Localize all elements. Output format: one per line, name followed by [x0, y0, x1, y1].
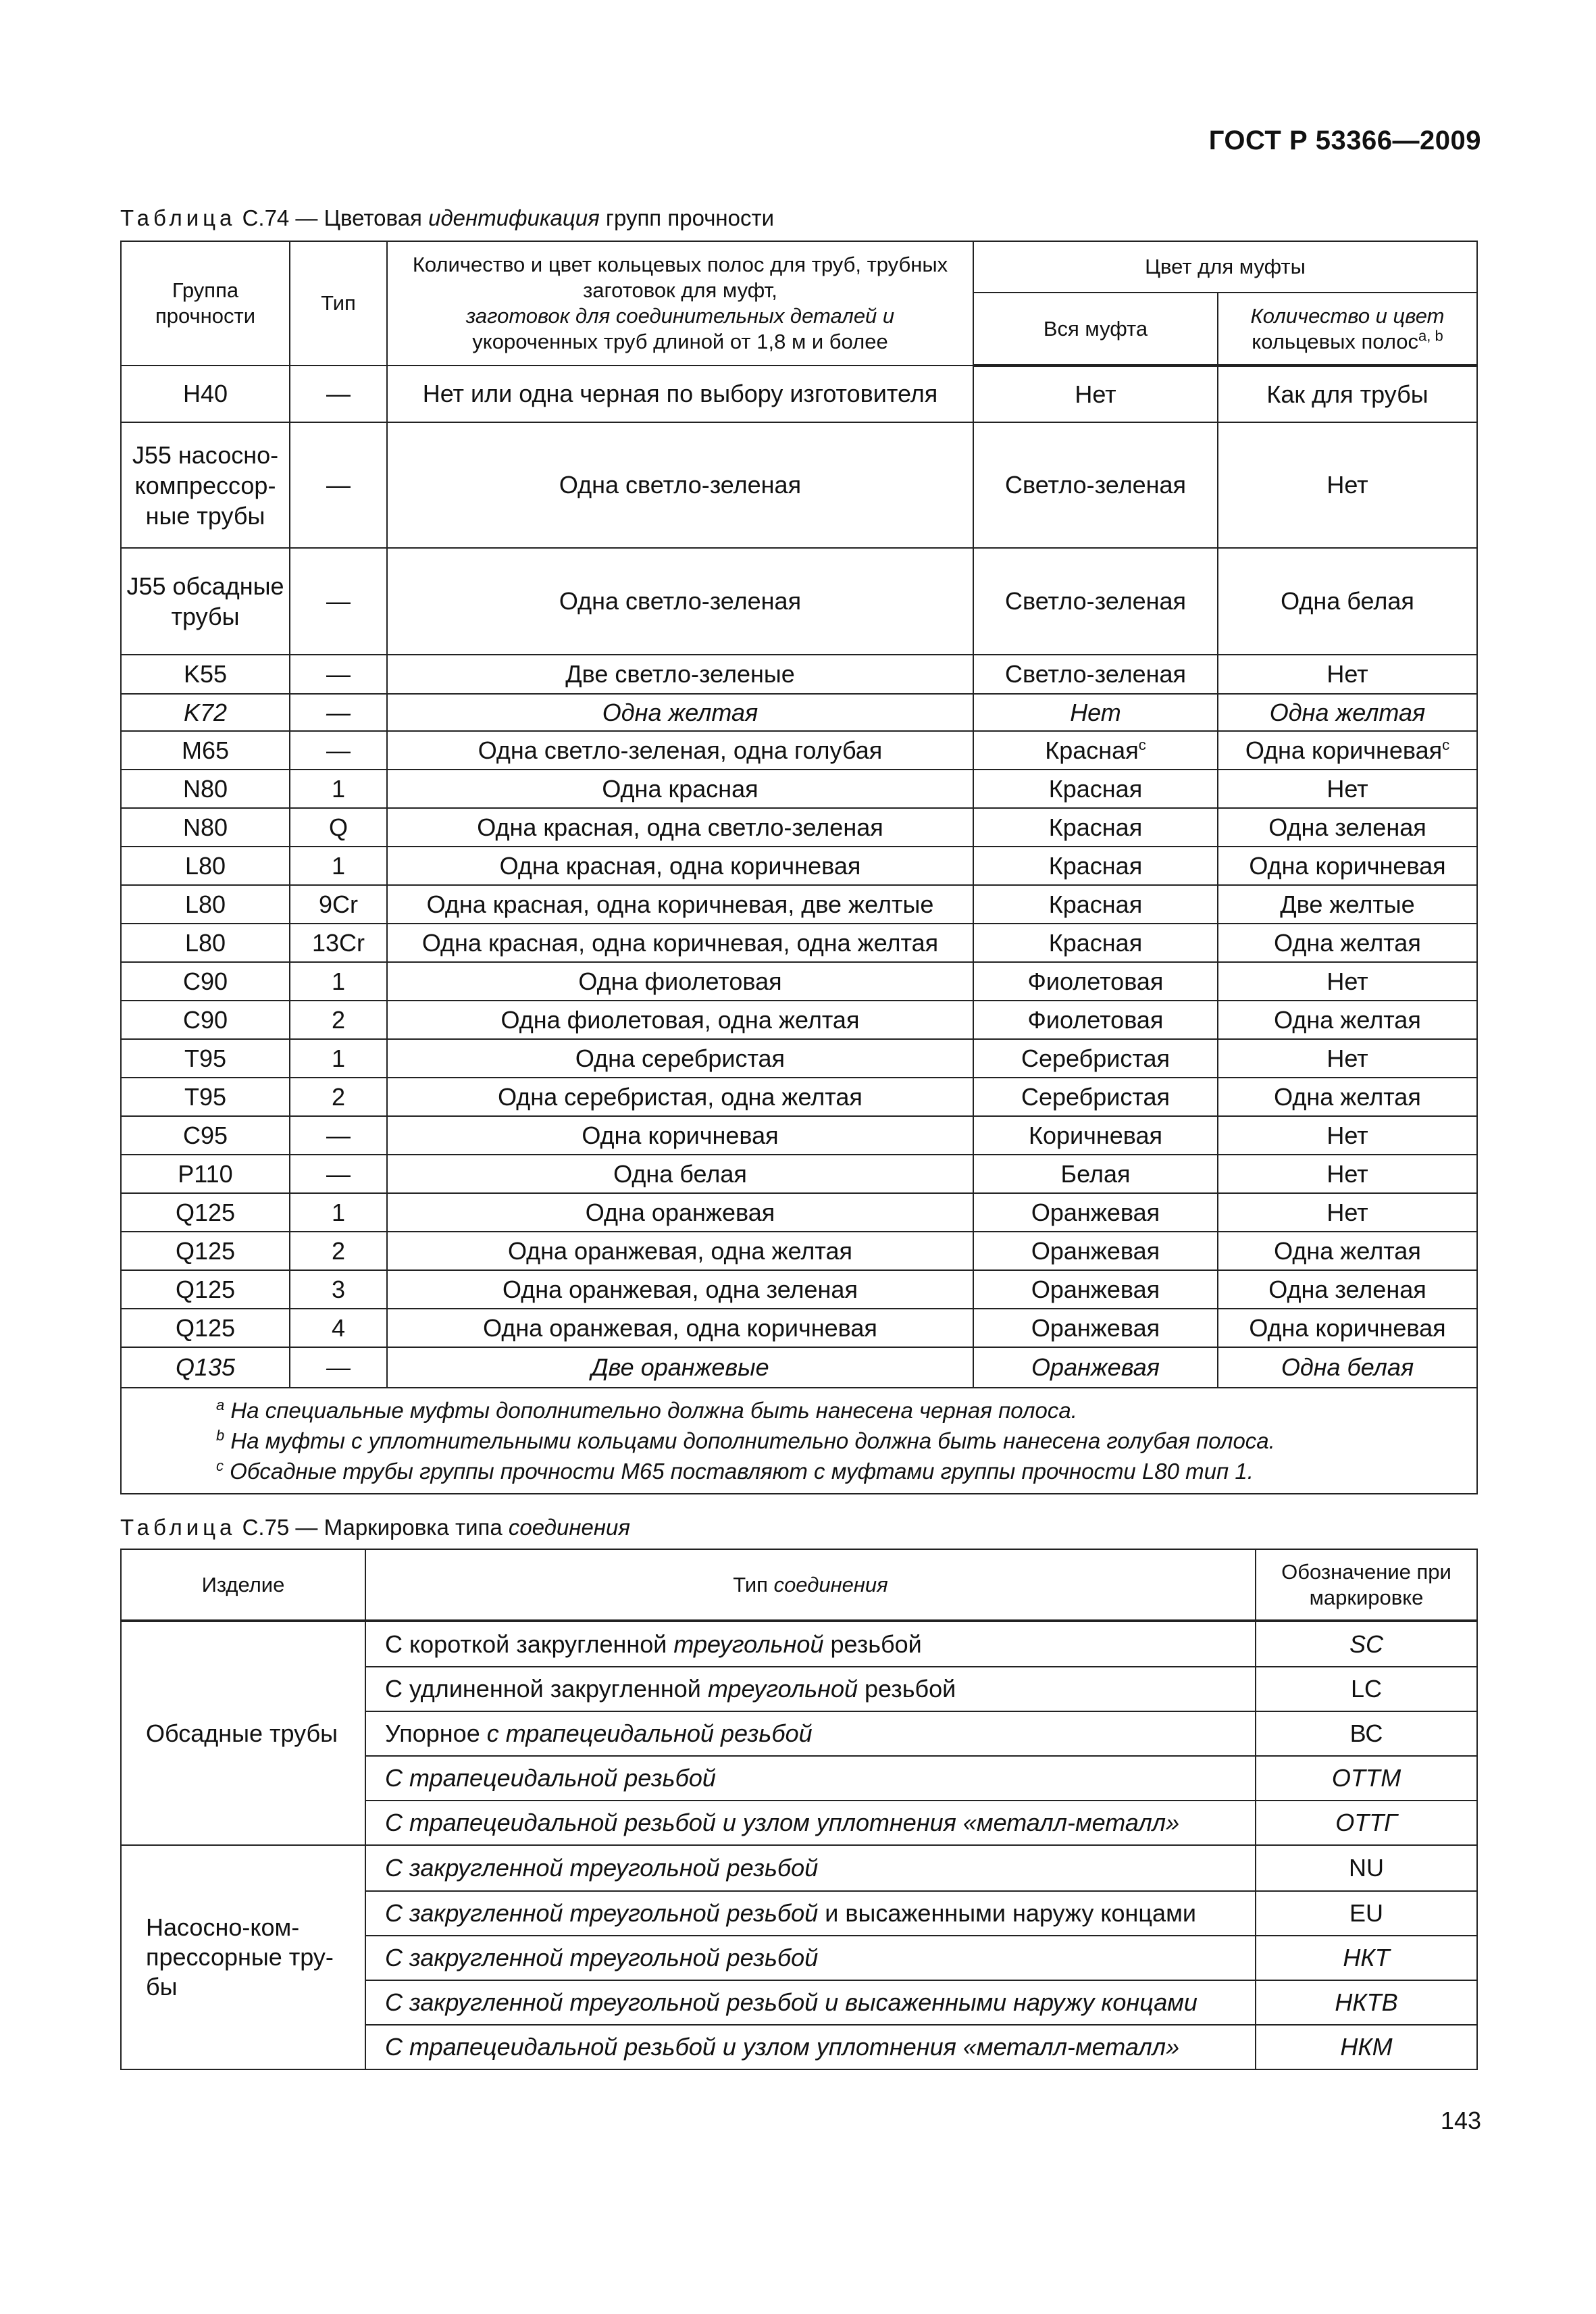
cell-type: —: [290, 366, 387, 422]
cell-marking: LC: [1256, 1667, 1477, 1711]
cell-stripes: Одна красная, одна коричневая, две желтые: [387, 885, 973, 924]
cell-group: Q125: [121, 1309, 290, 1347]
cell-whole-text: Светло-зеленая: [1004, 471, 1186, 499]
cell-group: Q135: [121, 1347, 290, 1388]
cell-rings-text: Нет: [1327, 1159, 1368, 1188]
cell-stripes: Одна красная, одна светло-зеленая: [387, 808, 973, 847]
cell-rings-text: Одна зеленая: [1268, 813, 1426, 841]
cell-group: С95: [121, 1116, 290, 1155]
cell-type: 2: [290, 1078, 387, 1116]
cell-group: L80: [121, 885, 290, 924]
conn-italic: треугольной: [673, 1630, 824, 1658]
conn-italic: с трапецеидальной резьбой: [486, 1719, 813, 1747]
head-conn-italic: соединения: [773, 1572, 888, 1596]
cell-whole: [973, 422, 1218, 548]
table-row: [121, 422, 1477, 548]
cell-type: Q: [290, 808, 387, 847]
cell-whole: [973, 548, 1218, 655]
cell-whole-text: Фиолетовая: [1027, 967, 1164, 995]
cell-group: Т95: [121, 1039, 290, 1078]
table-row: [121, 731, 1477, 770]
cell-type: 2: [290, 1232, 387, 1270]
group-label-line: Обсадные трубы: [146, 1719, 338, 1747]
note-b: [216, 1426, 1463, 1456]
cell-type: 13Cr: [290, 924, 387, 962]
cell-stripes: Одна белая: [387, 1155, 973, 1193]
cell-whole-text: Красная: [1045, 736, 1139, 764]
cell-type: 4: [290, 1309, 387, 1347]
cell-marking: ОТТМ: [1256, 1756, 1477, 1801]
table-row: [121, 962, 1477, 1001]
tubing-group: [121, 1845, 1477, 2069]
cell-rings: [1218, 808, 1477, 847]
cell-stripes: Одна коричневая: [387, 1116, 973, 1155]
group-label-line: бы: [146, 1973, 178, 2001]
cell-stripes: Одна оранжевая: [387, 1193, 973, 1232]
cell-whole: [973, 694, 1218, 731]
cell-connection: [365, 1667, 1256, 1711]
cell-stripes: Две светло-зеленые: [387, 655, 973, 694]
conn-italic: С закругленной треугольной резьбой: [385, 1854, 819, 1882]
table-row: [121, 1621, 1477, 1667]
cell-whole: [973, 1039, 1218, 1078]
cell-stripes: Одна фиолетовая: [387, 962, 973, 1001]
cell-rings-text: Нет: [1327, 1198, 1368, 1226]
cell-group: N80: [121, 770, 290, 808]
cell-stripes: Нет или одна черная по выбору изготовителя: [387, 366, 973, 422]
cell-group: Q125: [121, 1232, 290, 1270]
cell-rings-text: Одна белая: [1281, 587, 1414, 615]
cell-whole-text: Коричневая: [1028, 1121, 1163, 1149]
caption-plain: Цветовая: [324, 205, 422, 230]
cell-stripes: Одна красная: [387, 770, 973, 808]
cell-connection: [365, 1756, 1256, 1801]
note-text: На специальные муфты дополнительно должна быть нанесена черная полоса.: [230, 1398, 1077, 1423]
head-group: Группа прочности: [121, 241, 290, 366]
cell-rings-sup: c: [1442, 736, 1450, 753]
cell-connection: [365, 1980, 1256, 2025]
cell-rings: [1218, 1347, 1477, 1388]
cell-stripes: Одна светло-зеленая: [387, 548, 973, 655]
group-label: [121, 1845, 365, 2069]
cell-whole-text: Красная: [1048, 774, 1143, 803]
cell-stripes: Одна серебристая, одна желтая: [387, 1078, 973, 1116]
cell-connection: [365, 1891, 1256, 1936]
cell-group: J55 насосно-компрессор-ные трубы: [121, 422, 290, 548]
group-label: [121, 1621, 365, 1845]
head-coupling: Цвет для муфты: [973, 241, 1477, 293]
cell-rings: [1218, 1270, 1477, 1309]
table-row: [121, 808, 1477, 847]
cell-marking: NU: [1256, 1845, 1477, 1891]
cell-type: —: [290, 1116, 387, 1155]
cell-stripes: Одна красная, одна коричневая, одна желтая: [387, 924, 973, 962]
cell-whole: [973, 924, 1218, 962]
table-row: [121, 847, 1477, 885]
cell-stripes: Одна оранжевая, одна коричневая: [387, 1309, 973, 1347]
note-mark: a: [216, 1397, 225, 1413]
cell-group: М65: [121, 731, 290, 770]
cell-rings-text: Нет: [1327, 471, 1368, 499]
cell-whole-sup: c: [1138, 736, 1146, 753]
note-c: [216, 1456, 1463, 1486]
cell-rings: [1218, 655, 1477, 694]
note-mark: b: [216, 1427, 225, 1444]
note-text: На муфты с уплотнительными кольцами дополнительно должна быть нанесена голубая полоса.: [230, 1428, 1275, 1453]
cell-rings: [1218, 1001, 1477, 1039]
head-stripes: [387, 241, 973, 366]
cell-whole: [973, 885, 1218, 924]
caption-plain: Маркировка типа: [324, 1515, 503, 1540]
cell-stripes: Одна красная, одна коричневая: [387, 847, 973, 885]
cell-stripes: Одна оранжевая, одна желтая: [387, 1232, 973, 1270]
cell-rings-text: Одна белая: [1281, 1353, 1414, 1381]
caption-number: С.74 —: [242, 205, 318, 230]
cell-rings: [1218, 694, 1477, 731]
table-row: [121, 655, 1477, 694]
note-text: Обсадные трубы группы прочности М65 поставляют с муфтами группы прочности L80 тип 1.: [230, 1459, 1254, 1484]
cell-stripes: Две оранжевые: [387, 1347, 973, 1388]
cell-whole-text: Фиолетовая: [1027, 1005, 1164, 1034]
cell-whole-text: Оранжевая: [1031, 1198, 1160, 1226]
table-row: [121, 1193, 1477, 1232]
cell-type: 3: [290, 1270, 387, 1309]
cell-rings-text: Одна коричневая: [1245, 736, 1443, 764]
conn-italic: треугольной: [707, 1675, 858, 1703]
cell-rings-text: Одна желтая: [1274, 1005, 1421, 1034]
cell-rings: [1218, 1039, 1477, 1078]
cell-stripes: Одна желтая: [387, 694, 973, 731]
cell-whole: [973, 1116, 1218, 1155]
cell-stripes: Одна оранжевая, одна зеленая: [387, 1270, 973, 1309]
cell-connection: [365, 1845, 1256, 1891]
cell-type: —: [290, 1155, 387, 1193]
caption-italic: идентификация: [428, 205, 600, 230]
cell-whole: [973, 731, 1218, 770]
cell-marking: НКТ: [1256, 1936, 1477, 1980]
cell-whole-text: Оранжевая: [1031, 1313, 1160, 1342]
cell-marking: НКТВ: [1256, 1980, 1477, 2025]
cell-group: Н40: [121, 366, 290, 422]
head-connection-type: [365, 1549, 1256, 1621]
table-74-body: [121, 366, 1477, 1388]
cell-group: J55 обсадные трубы: [121, 548, 290, 655]
cell-type: 2: [290, 1001, 387, 1039]
cell-rings: [1218, 1193, 1477, 1232]
cell-group: Р110: [121, 1155, 290, 1193]
table-row: [121, 366, 1477, 422]
cell-whole: [973, 1309, 1218, 1347]
note-a: [216, 1395, 1463, 1426]
cell-whole: [973, 1155, 1218, 1193]
head-product: Изделие: [121, 1549, 365, 1621]
cell-type: —: [290, 1347, 387, 1388]
cell-rings-text: Одна желтая: [1274, 1236, 1421, 1265]
note-mark: c: [216, 1457, 224, 1474]
cell-whole: [973, 1001, 1218, 1039]
cell-whole-text: Светло-зеленая: [1004, 587, 1186, 615]
cell-group: С90: [121, 1001, 290, 1039]
conn-italic: С трапецеидальной резьбой и узлом уплотнения «металл-металл»: [385, 1809, 1180, 1836]
casing-group: [121, 1621, 1477, 1845]
table-75: [120, 1549, 1478, 2070]
cell-rings-text: Нет: [1327, 1044, 1368, 1072]
cell-rings: [1218, 962, 1477, 1001]
cell-whole: [973, 847, 1218, 885]
conn-plain-end: и высаженными наружу концами: [818, 1899, 1196, 1927]
cell-rings-text: Одна желтая: [1269, 698, 1426, 726]
cell-connection: [365, 1621, 1256, 1667]
head-rings-line2: [1222, 329, 1472, 355]
cell-marking: ВС: [1256, 1711, 1477, 1756]
table-row: [121, 1078, 1477, 1116]
caption-italic: соединения: [508, 1515, 631, 1540]
group-label-line: Насосно-ком-: [146, 1913, 300, 1941]
cell-marking: EU: [1256, 1891, 1477, 1936]
head-stripes-line3: укороченных труб длиной от 1,8 м и более: [472, 330, 888, 353]
cell-type: 1: [290, 770, 387, 808]
caption-word: Таблица: [120, 205, 236, 230]
cell-rings-text: Одна желтая: [1274, 928, 1421, 957]
cell-type: —: [290, 694, 387, 731]
cell-whole: [973, 770, 1218, 808]
cell-whole: [973, 366, 1218, 422]
cell-rings: [1218, 1116, 1477, 1155]
table-74-notes: [121, 1388, 1477, 1494]
head-marking: Обозначение при маркировке: [1256, 1549, 1477, 1621]
head-rings-label: кольцевых полос: [1252, 329, 1419, 353]
table-74-caption: [120, 205, 774, 231]
cell-group: L80: [121, 847, 290, 885]
cell-group: Т95: [121, 1078, 290, 1116]
table-row: [121, 1155, 1477, 1193]
cell-group: L80: [121, 924, 290, 962]
cell-rings: [1218, 366, 1477, 422]
head-rings-sup: a, b: [1418, 327, 1443, 345]
table-row: [121, 1001, 1477, 1039]
cell-type: —: [290, 422, 387, 548]
conn-plain: С короткой закругленной: [385, 1630, 674, 1658]
cell-rings-text: Одна коричневая: [1249, 851, 1446, 880]
cell-marking: ОТТГ: [1256, 1801, 1477, 1845]
table-row: [121, 1116, 1477, 1155]
cell-type: —: [290, 655, 387, 694]
cell-type: —: [290, 548, 387, 655]
head-stripes-line2: заготовок для соединительных деталей и: [465, 304, 895, 328]
head-conn-plain: Тип: [733, 1572, 768, 1596]
cell-whole-text: Красная: [1048, 890, 1143, 918]
conn-plain: С удлиненной закругленной: [385, 1675, 708, 1703]
table-row: [121, 924, 1477, 962]
cell-connection: [365, 1711, 1256, 1756]
cell-rings: [1218, 1309, 1477, 1347]
cell-type: —: [290, 731, 387, 770]
cell-marking: SC: [1256, 1621, 1477, 1667]
head-stripes-line1: Количество и цвет кольцевых полос для труб, трубных заготовок для муфт,: [412, 253, 948, 302]
cell-group: K72: [121, 694, 290, 731]
cell-rings: [1218, 924, 1477, 962]
table-row: [121, 694, 1477, 731]
cell-whole-text: Красная: [1048, 813, 1143, 841]
cell-rings-text: Нет: [1327, 1121, 1368, 1149]
head-type: Тип: [290, 241, 387, 366]
cell-connection: [365, 1936, 1256, 1980]
cell-whole: [973, 1078, 1218, 1116]
page-number: 143: [1440, 2107, 1481, 2134]
cell-type: 1: [290, 847, 387, 885]
table-row: [121, 1309, 1477, 1347]
table-row: [121, 1270, 1477, 1309]
table-row: [121, 1845, 1477, 1891]
cell-whole-text: Оранжевая: [1031, 1236, 1160, 1265]
cell-whole-text: Серебристая: [1021, 1082, 1170, 1111]
conn-plain-end: резьбой: [823, 1630, 922, 1658]
cell-rings: [1218, 1078, 1477, 1116]
cell-rings: [1218, 1155, 1477, 1193]
cell-rings-text: Как для трубы: [1266, 380, 1428, 408]
table-row: [121, 1347, 1477, 1388]
cell-whole-text: Нет: [1075, 380, 1116, 408]
cell-stripes: Одна серебристая: [387, 1039, 973, 1078]
cell-group: Q125: [121, 1270, 290, 1309]
cell-type: 1: [290, 962, 387, 1001]
cell-group: С90: [121, 962, 290, 1001]
cell-stripes: Одна светло-зеленая, одна голубая: [387, 731, 973, 770]
cell-rings-text: Одна зеленая: [1268, 1275, 1426, 1303]
table-row: [121, 885, 1477, 924]
cell-rings: [1218, 885, 1477, 924]
conn-italic: С закругленной треугольной резьбой: [385, 1944, 819, 1971]
cell-whole: [973, 962, 1218, 1001]
conn-plain: Упорное: [385, 1719, 487, 1747]
cell-whole-text: Серебристая: [1021, 1044, 1170, 1072]
cell-whole-text: Красная: [1048, 851, 1143, 880]
table-75-caption: [120, 1515, 630, 1540]
cell-rings-text: Две желтые: [1280, 890, 1415, 918]
head-rings: [1218, 293, 1477, 366]
caption-word: Таблица: [120, 1515, 236, 1540]
conn-italic: С трапецеидальной резьбой: [385, 1764, 716, 1792]
cell-rings-text: Нет: [1327, 774, 1368, 803]
head-whole: Вся муфта: [973, 293, 1218, 366]
cell-whole-text: Оранжевая: [1031, 1275, 1160, 1303]
caption-number: С.75 —: [242, 1515, 318, 1540]
cell-whole: [973, 1232, 1218, 1270]
table-row: [121, 1232, 1477, 1270]
cell-connection: [365, 2025, 1256, 2069]
caption-rest: групп прочности: [605, 205, 775, 230]
cell-whole: [973, 808, 1218, 847]
cell-rings-text: Нет: [1327, 967, 1368, 995]
cell-whole: [973, 1270, 1218, 1309]
cell-rings: [1218, 1232, 1477, 1270]
cell-whole-text: Белая: [1060, 1159, 1131, 1188]
cell-group: Q125: [121, 1193, 290, 1232]
table-row: [121, 770, 1477, 808]
document-number: ГОСТ Р 53366—2009: [1208, 126, 1481, 155]
cell-rings: [1218, 548, 1477, 655]
cell-rings: [1218, 731, 1477, 770]
cell-type: 1: [290, 1039, 387, 1078]
table-row: [121, 548, 1477, 655]
cell-type: 1: [290, 1193, 387, 1232]
cell-whole-text: Нет: [1070, 698, 1121, 726]
cell-rings: [1218, 847, 1477, 885]
cell-whole-text: Светло-зеленая: [1004, 660, 1186, 688]
cell-rings-text: Одна желтая: [1274, 1082, 1421, 1111]
group-label-line: прессорные тру-: [146, 1943, 334, 1971]
cell-type: 9Cr: [290, 885, 387, 924]
table-74: [120, 241, 1478, 1494]
cell-marking: НКМ: [1256, 2025, 1477, 2069]
cell-rings: [1218, 422, 1477, 548]
cell-rings: [1218, 770, 1477, 808]
cell-whole: [973, 1347, 1218, 1388]
cell-rings-text: Нет: [1327, 660, 1368, 688]
cell-stripes: Одна фиолетовая, одна желтая: [387, 1001, 973, 1039]
conn-italic: С закругленной треугольной резьбой и высаженными наружу концами: [385, 1988, 1198, 2016]
cell-rings-text: Одна коричневая: [1249, 1313, 1446, 1342]
table-row: [121, 1039, 1477, 1078]
conn-plain-end: резьбой: [858, 1675, 956, 1703]
cell-whole: [973, 1193, 1218, 1232]
cell-whole-text: Красная: [1048, 928, 1143, 957]
cell-group: K55: [121, 655, 290, 694]
conn-italic: С трапецеидальной резьбой и узлом уплотнения «металл-металл»: [385, 2033, 1180, 2061]
cell-connection: [365, 1801, 1256, 1845]
conn-italic: С закругленной треугольной резьбой: [385, 1899, 819, 1927]
cell-group: N80: [121, 808, 290, 847]
cell-whole-text: Оранжевая: [1031, 1353, 1160, 1381]
cell-whole: [973, 655, 1218, 694]
cell-stripes: Одна светло-зеленая: [387, 422, 973, 548]
head-rings-line1: Количество и цвет: [1250, 303, 1445, 328]
